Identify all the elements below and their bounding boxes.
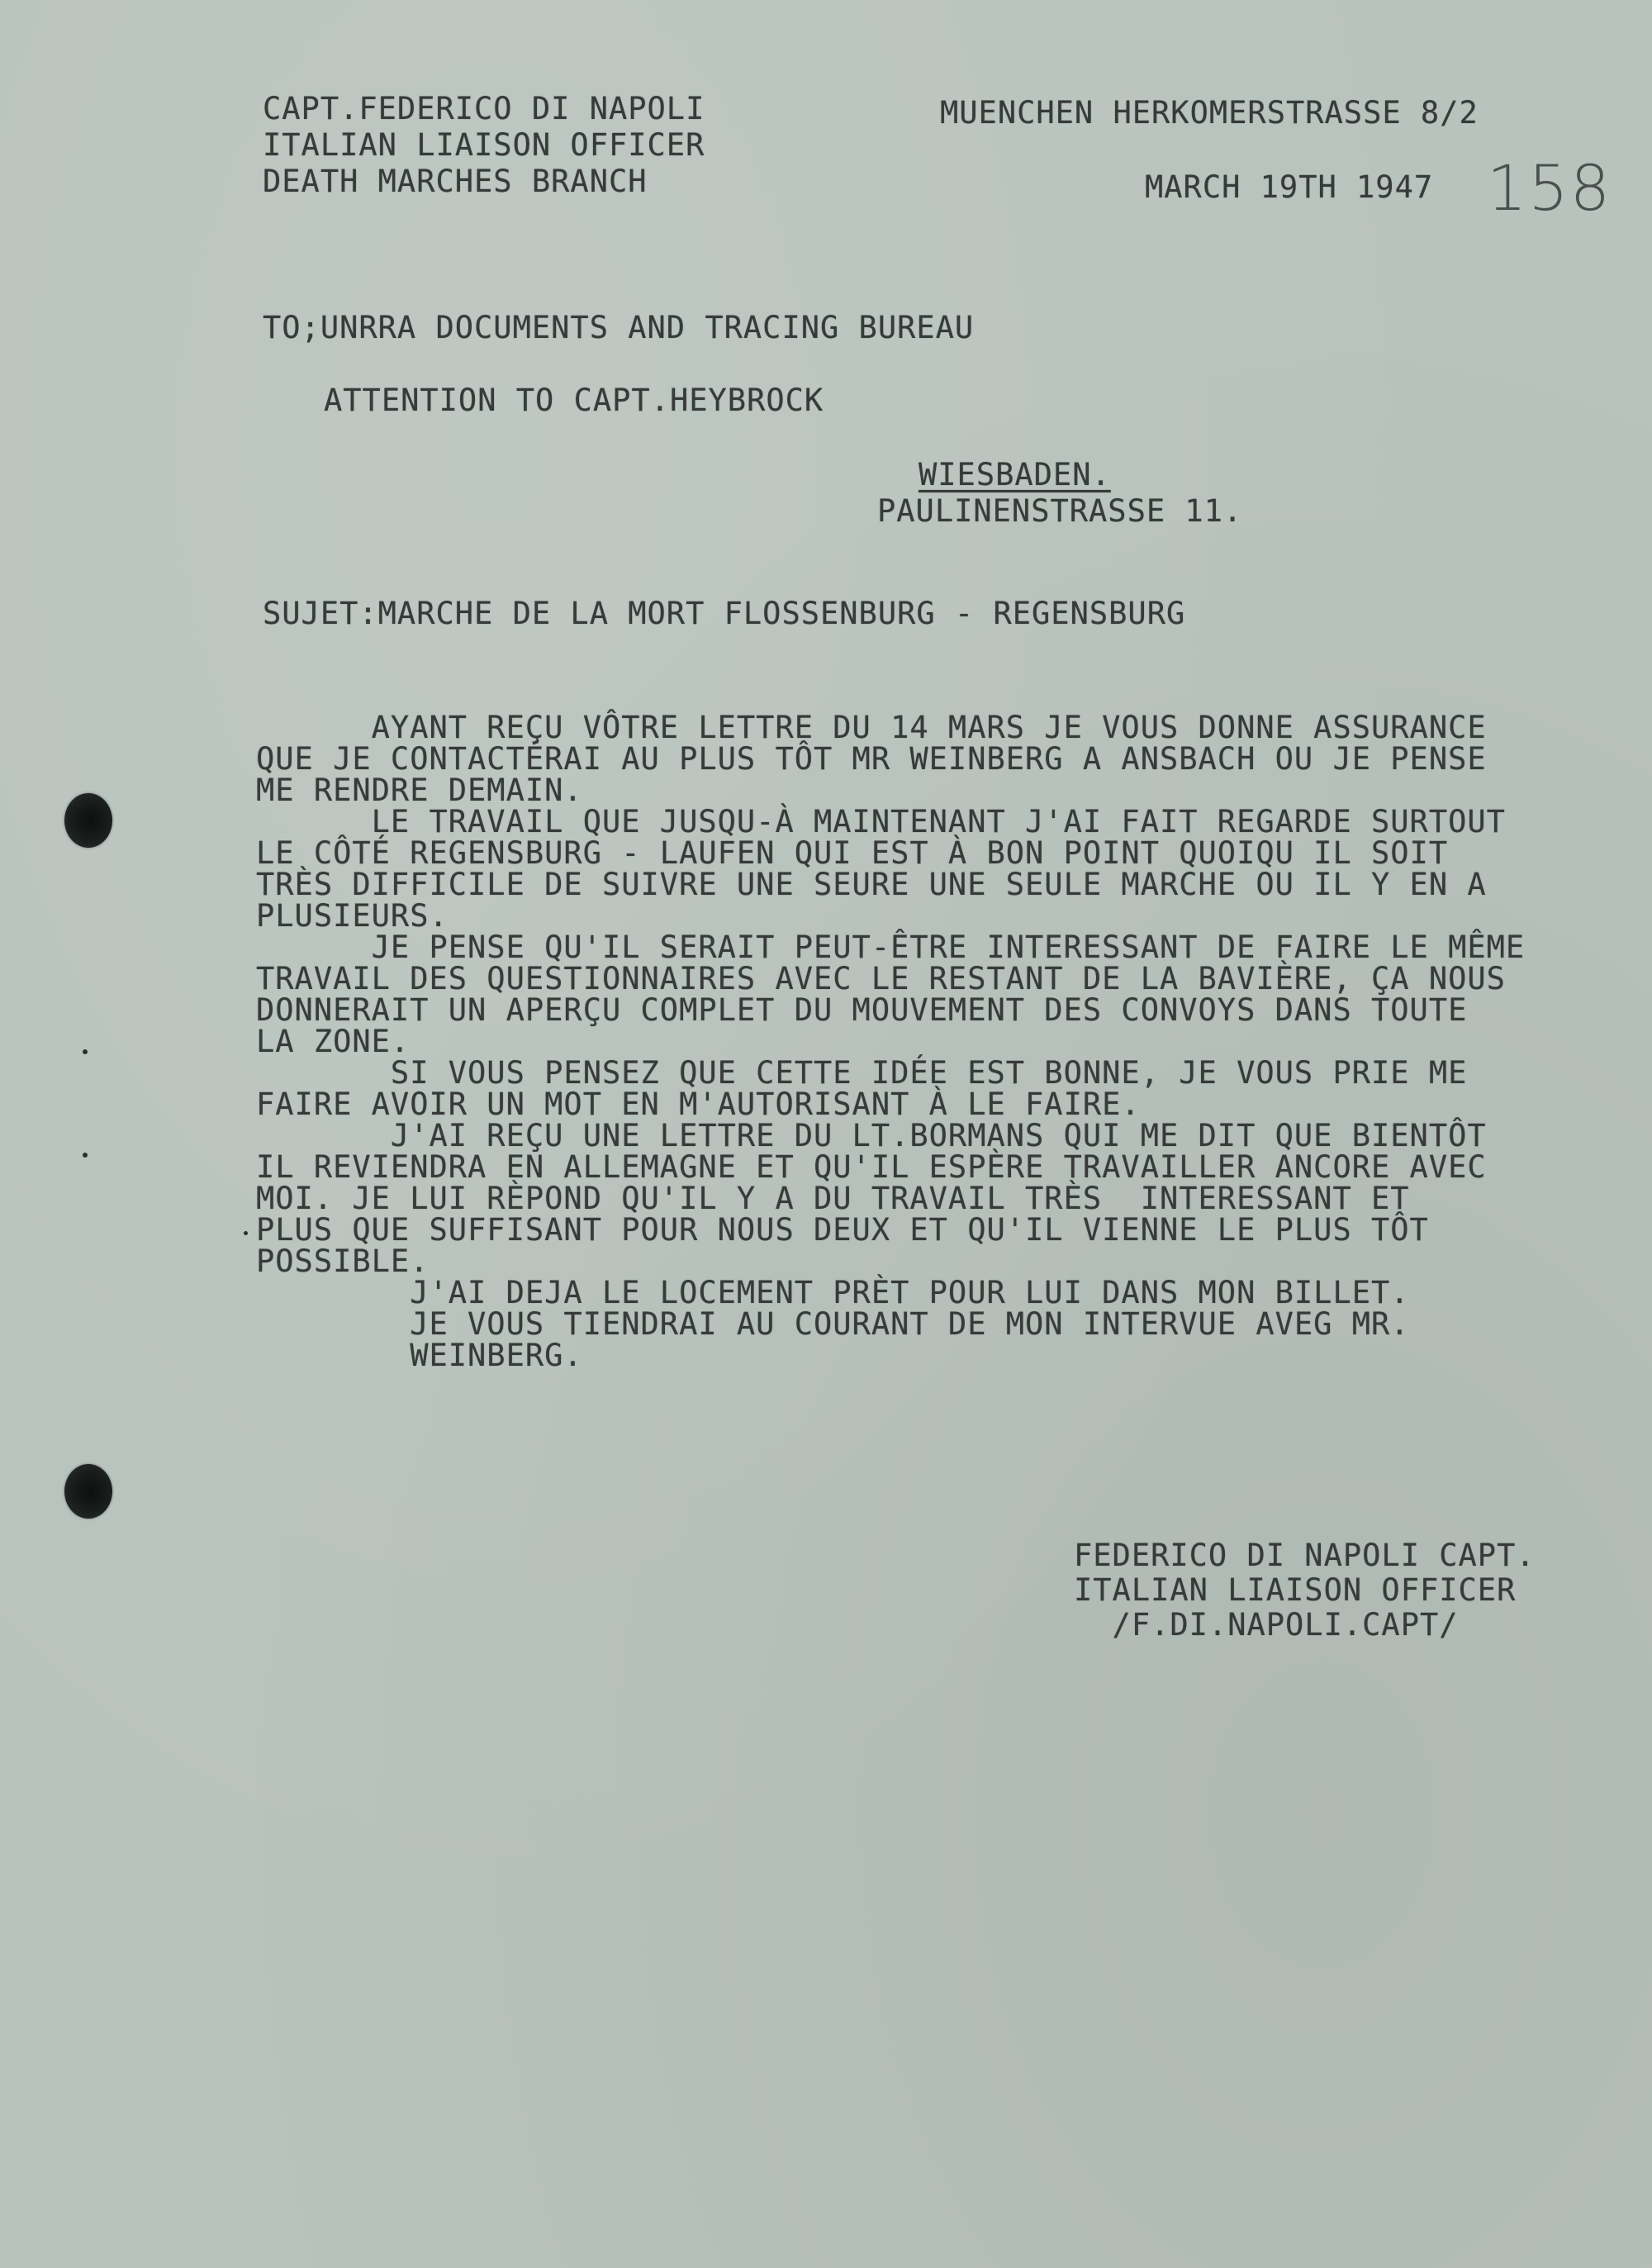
body-line: LA ZONE. xyxy=(256,1024,411,1059)
body-line: FAIRE AVOIR UN MOT EN M'AUTORISANT À LE FAIRE. xyxy=(256,1086,1141,1122)
body-line: IL REVIENDRA EN ALLEMAGNE ET QU'IL ESPÈRE TRAVAILLER ANCORE AVEC xyxy=(256,1149,1487,1185)
subject-line: SUJET:MARCHE DE LA MORT FLOSSENBURG - REGENSBURG xyxy=(263,596,1186,631)
body-line: J'AI DEJA LE LOCEMENT PRÈT POUR LUI DANS MON BILLET. xyxy=(256,1275,1410,1310)
body-line: WEINBERG. xyxy=(256,1338,583,1373)
signature-line: ITALIAN LIAISON OFFICER xyxy=(1074,1572,1517,1608)
body-line: DONNERAIT UN APERÇU COMPLET DU MOUVEMENT DES CONVOYS DANS TOUTE xyxy=(256,992,1468,1028)
speck xyxy=(83,1049,88,1054)
body-line: ME RENDRE DEMAIN. xyxy=(256,773,583,808)
body-line: JE VOUS TIENDRAI AU COURANT DE MON INTERVUE AVEG MR. xyxy=(256,1306,1410,1342)
punch-hole-top xyxy=(64,793,112,848)
signature-line: /F.DI.NAPOLI.CAPT/ xyxy=(1074,1607,1459,1643)
body-line: PLUSIEURS. xyxy=(256,898,449,934)
speck xyxy=(83,1153,88,1158)
body-line: TRÈS DIFFICILE DE SUIVRE UNE SEURE UNE SEULE MARCHE OU IL Y EN A xyxy=(256,867,1487,902)
sender-line: ITALIAN LIAISON OFFICER xyxy=(263,127,705,163)
body-line: POSSIBLE. xyxy=(256,1243,430,1279)
recipient-street: PAULINENSTRASSE 11. xyxy=(877,493,1243,529)
sender-line: DEATH MARCHES BRANCH xyxy=(263,164,648,199)
body-line: SI VOUS PENSEZ QUE CETTE IDÉE EST BONNE, JE VOUS PRIE ME xyxy=(256,1055,1468,1091)
punch-hole-bottom xyxy=(64,1464,112,1519)
recipient-to: TO;UNRRA DOCUMENTS AND TRACING BUREAU xyxy=(263,310,975,345)
body-line: MOI. JE LUI RÈPOND QU'IL Y A DU TRAVAIL TRÈS INTERESSANT ET xyxy=(256,1181,1410,1216)
body-line: QUE JE CONTACTÉRAI AU PLUS TÔT MR WEINBERG A ANSBACH OU JE PENSE xyxy=(256,741,1487,777)
letter-body xyxy=(256,712,1525,1372)
body-line: J'AI REÇU UNE LETTRE DU LT.BORMANS QUI ME DIT QUE BIENTÔT xyxy=(256,1118,1487,1153)
letter-date: MARCH 19TH 1947 xyxy=(1145,169,1434,205)
sender-line: CAPT.FEDERICO DI NAPOLI xyxy=(263,91,705,126)
sender-address: MUENCHEN HERKOMERSTRASSE 8/2 xyxy=(940,95,1479,131)
body-line: LE TRAVAIL QUE JUSQU-À MAINTENANT J'AI FAIT REGARDE SURTOUT xyxy=(256,804,1506,839)
signature-block xyxy=(1074,1538,1536,1643)
sender-block xyxy=(263,91,705,200)
body-line: LE CÔTÉ REGENSBURG - LAUFEN QUI EST À BON POINT QUOIQU IL SOIT xyxy=(256,835,1449,871)
body-line: PLUS QUE SUFFISANT POUR NOUS DEUX ET QU'IL VIENNE LE PLUS TÔT xyxy=(256,1212,1429,1248)
body-line: TRAVAIL DES QUESTIONNAIRES AVEC LE RESTANT DE LA BAVIÈRE, ÇA NOUS xyxy=(256,961,1506,996)
speck xyxy=(244,1231,248,1235)
page-number: 158 xyxy=(1487,151,1612,225)
body-line: AYANT REÇU VÔTRE LETTRE DU 14 MARS JE VOUS DONNE ASSURANCE xyxy=(256,710,1487,745)
recipient-attention: ATTENTION TO CAPT.HEYBROCK xyxy=(324,383,824,418)
signature-line: FEDERICO DI NAPOLI CAPT. xyxy=(1074,1538,1536,1573)
body-line: JE PENSE QU'IL SERAIT PEUT-ÊTRE INTERESSANT DE FAIRE LE MÊME xyxy=(256,930,1526,965)
recipient-city: WIESBADEN. xyxy=(919,457,1111,492)
